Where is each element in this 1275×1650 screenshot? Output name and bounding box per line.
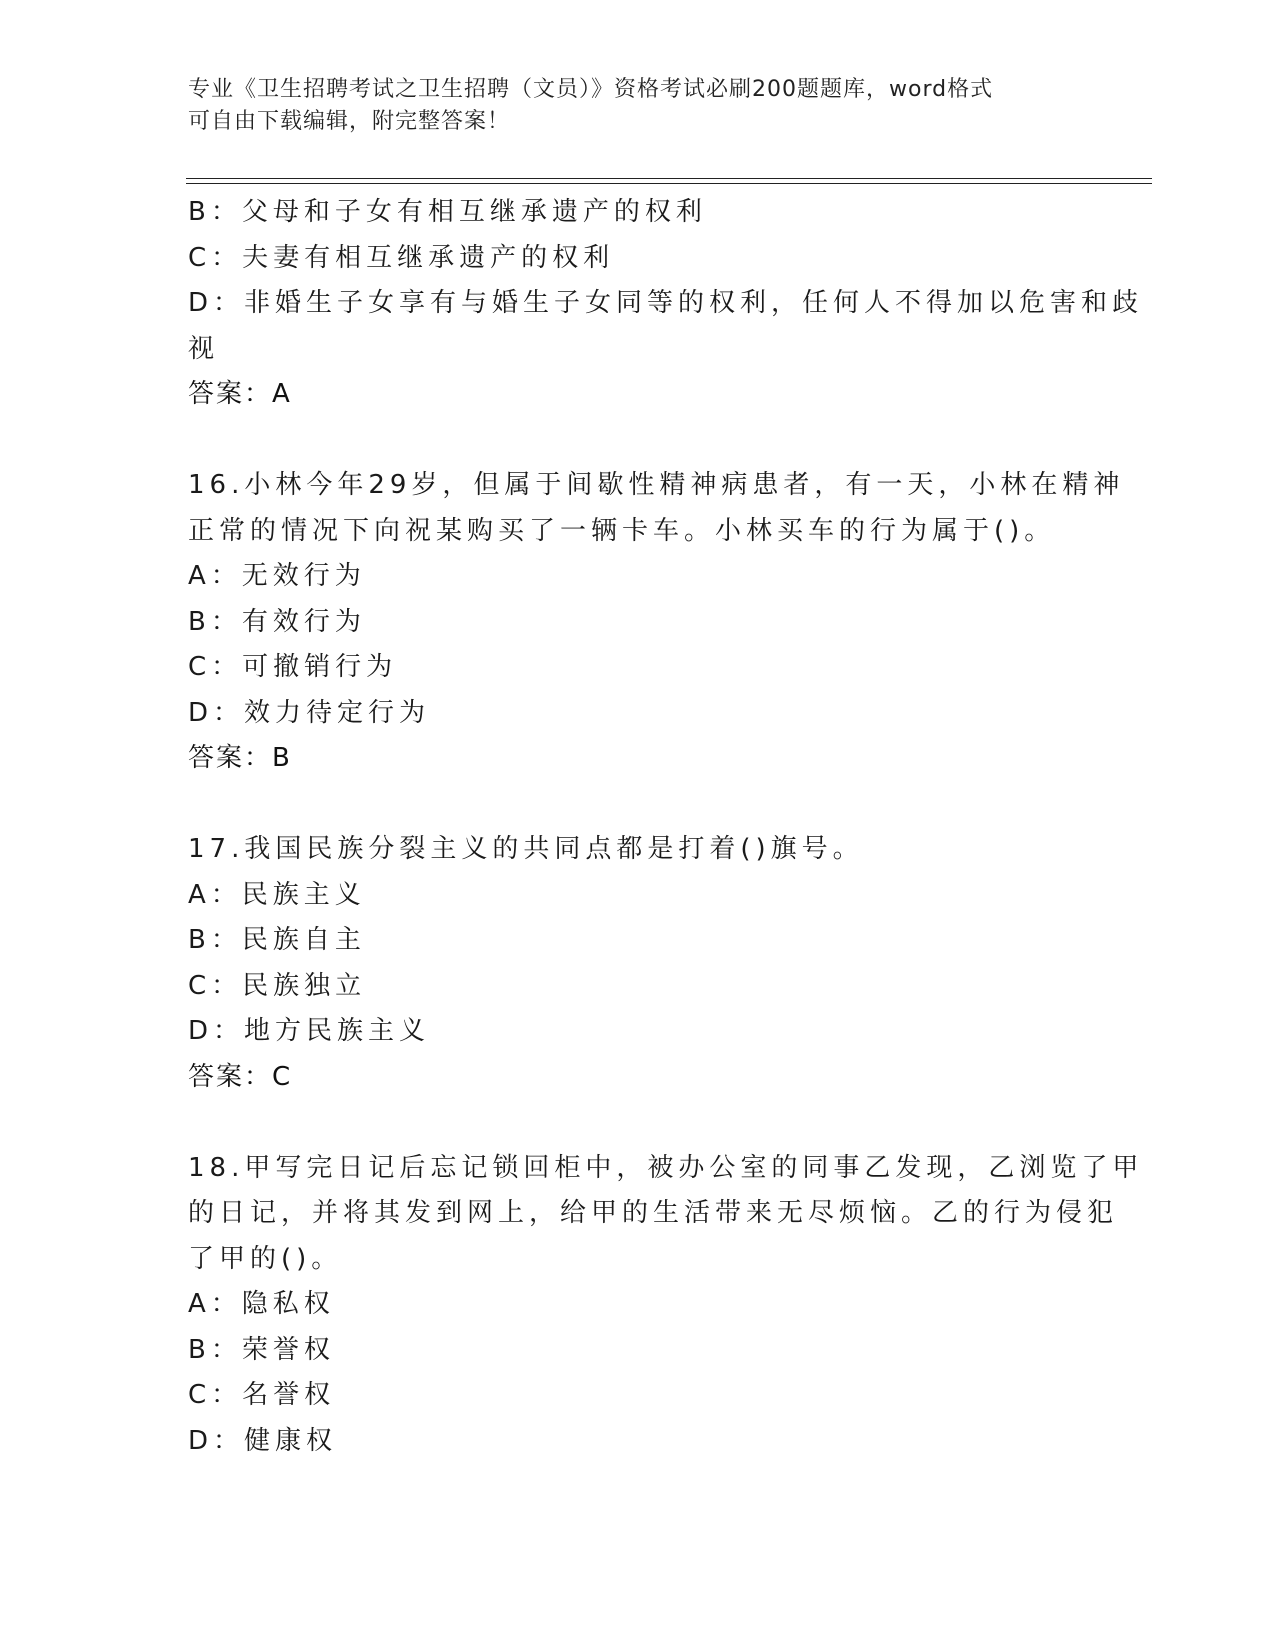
option-d: D：地方民族主义 [188,1016,431,1046]
option-d: D：效力待定行为 [188,697,431,728]
option-d-continued: 视 [188,333,220,364]
option-a: A：民族主义 [188,879,366,910]
spacer [188,1100,1088,1146]
header-divider-top [186,178,1152,179]
option-d: D：健康权 [188,1425,338,1456]
header-line-2: 可自由下载编辑，附完整答案！ [188,109,511,134]
option-a: A：无效行为 [188,561,366,591]
option-b: B：荣誉权 [188,1334,335,1365]
question-stem-line: 16.小林今年29岁，但属于间歇性精神病患者，有一天，小林在精神 [188,470,1125,500]
option-c: C：民族独立 [188,970,367,1001]
header-line-1: 专业《卫生招聘考试之卫生招聘（文员）》资格考试必刷200题题库，word格式 [188,77,994,102]
question-17 [188,827,1088,1100]
spacer [188,782,1088,828]
question-stem-line: 17.我国民族分裂主义的共同点都是打着()旗号。 [188,834,864,864]
option-c: C：夫妻有相互继承遗产的权利 [188,242,615,273]
answer: 答案：C [188,1061,293,1092]
document-header [188,74,1068,138]
answer: 答案：B [188,743,292,773]
header-divider-bottom [186,183,1152,184]
prev-question [188,190,1144,418]
option-b: B：民族自主 [188,925,366,955]
option-c: C：可撤销行为 [188,652,398,682]
question-stem-line: 的日记，并将其发到网上，给甲的生活带来无尽烦恼。乙的行为侵犯 [188,1198,1119,1228]
option-c: C：名誉权 [188,1380,336,1410]
question-stem-line: 18.甲写完日记后忘记锁回柜中，被办公室的同事乙发现，乙浏览了甲 [188,1152,1144,1183]
question-stem-line: 正常的情况下向祝某购买了一辆卡车。小林买车的行为属于()。 [188,515,1056,546]
question-list [188,190,1144,1464]
option-b: B：有效行为 [188,606,366,637]
question-18 [188,1146,1144,1465]
option-d: D：非婚生子女享有与婚生子女同等的权利，任何人不得加以危害和歧 [188,288,1144,318]
question-16 [188,463,1125,782]
option-b: B：父母和子女有相互继承遗产的权利 [188,197,707,227]
spacer [188,418,1088,464]
question-stem-line: 了甲的()。 [188,1243,343,1274]
option-a: A：隐私权 [188,1289,335,1319]
answer: 答案：A [188,379,292,409]
